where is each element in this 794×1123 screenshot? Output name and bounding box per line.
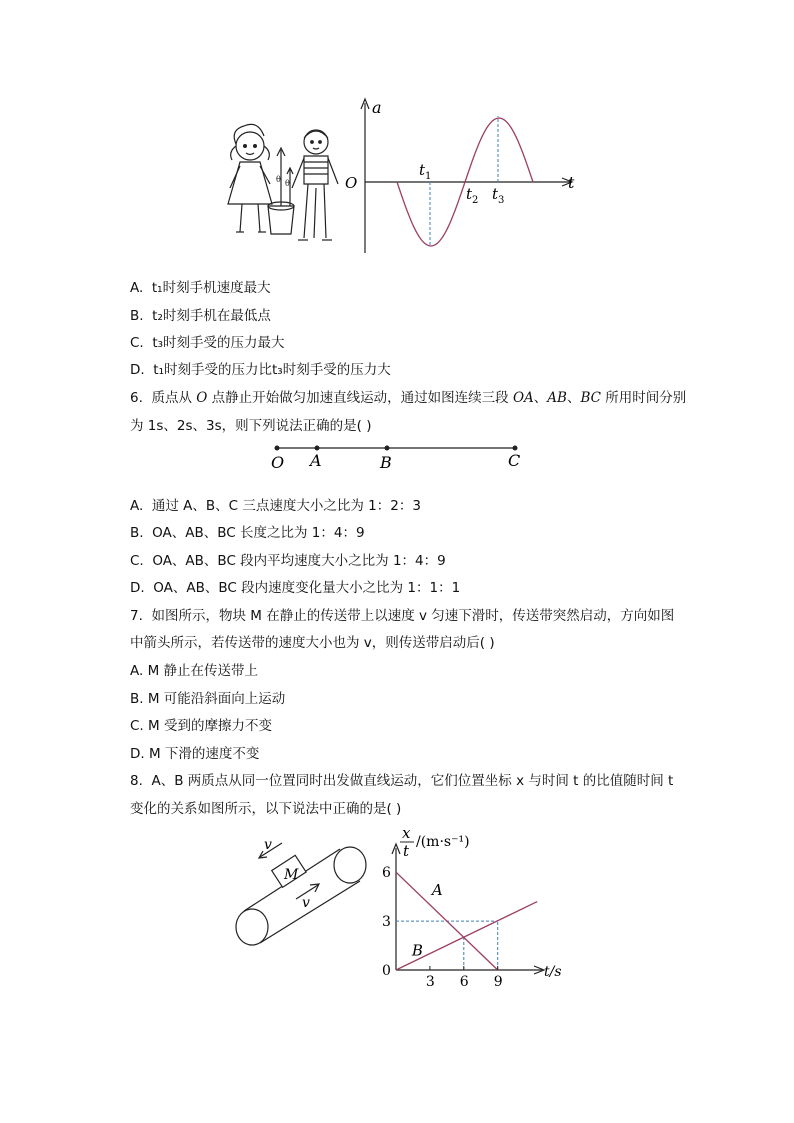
- point-c: [513, 446, 518, 451]
- q6-stem-line1: 6. 质点从 O 点静止开始做匀加速直线运动，通过如图连续三段 OA、AB、BC 所用时间分别: [130, 390, 687, 406]
- q6-stem-line2: 为 1s、2s、3s，则下列说法正确的是( ): [130, 418, 372, 434]
- figure-a-t-graph: [340, 95, 590, 255]
- xlabel: t/s: [544, 964, 562, 980]
- point-o: [275, 446, 280, 451]
- y-tick-label-3: 3: [382, 914, 391, 931]
- label-b: B: [380, 453, 392, 472]
- q8-stem-line2: 变化的关系如图所示，以下说法中正确的是( ): [130, 801, 402, 817]
- q7-stem-line1: 7. 如图所示，物块 M 在静止的传送带上以速度 v 匀速下滑时，传送带突然启动，方向如图: [130, 608, 675, 624]
- series-line-B: [396, 902, 537, 970]
- q6-option-c: C. OA、AB、BC 段内平均速度大小之比为 1：4：9: [130, 553, 446, 569]
- q7-option-b: B. M 可能沿斜面向上运动: [130, 691, 286, 707]
- q5-option-a: A. t₁时刻手机速度最大: [130, 280, 271, 296]
- q7-option-d: D. M 下滑的速度不变: [130, 746, 260, 762]
- x-tick-label-9: 9: [493, 974, 503, 990]
- label-a: A: [310, 451, 322, 470]
- svg-text:θ: θ: [285, 179, 290, 188]
- point-a: [315, 446, 320, 451]
- x-tick-label-6: 6: [459, 974, 469, 990]
- q7-option-a: A. M 静止在传送带上: [130, 663, 259, 679]
- ylabel-unit: /(m·s⁻¹): [416, 834, 470, 850]
- ylabel-denominator: t: [403, 842, 410, 860]
- tick-t2: $t_2$: [466, 185, 479, 206]
- q6-segment-figure: [265, 440, 535, 474]
- boy-drawing: [292, 130, 338, 240]
- q5-option-c: C. t₃时刻手受的压力最大: [130, 335, 285, 351]
- v-label-top: v: [264, 837, 272, 853]
- q6-option-b: B. OA、AB、BC 长度之比为 1：4：9: [130, 525, 365, 541]
- q7-stem-line2: 中箭头所示，若传送带的速度大小也为 v，则传送带启动后( ): [130, 635, 495, 651]
- point-b: [385, 446, 390, 451]
- ylabel-numerator: x: [402, 824, 411, 842]
- axis-x-label: t: [568, 173, 575, 192]
- tick-t3: $t_3$: [492, 185, 505, 206]
- girl-drawing: [228, 124, 272, 232]
- label-o: O: [271, 453, 285, 472]
- origin-tick: 0: [382, 963, 391, 979]
- series-label-B: B: [411, 941, 423, 960]
- origin-label: O: [345, 174, 358, 192]
- figure-kids-phone: [218, 120, 353, 250]
- y-tick-label-6: 6: [382, 865, 391, 882]
- series-label-A: A: [431, 881, 443, 900]
- q5-option-b: B. t₂时刻手机在最低点: [130, 308, 271, 324]
- block-label: M: [284, 867, 299, 883]
- svg-text:θ: θ: [276, 175, 281, 184]
- belt-roller-left: [236, 909, 268, 945]
- v-label-belt: v: [302, 895, 310, 911]
- axis-y-label: a: [372, 98, 382, 117]
- label-c: C: [508, 451, 521, 470]
- xt-t-chart: [370, 822, 580, 992]
- conveyor-belt-figure: [230, 835, 390, 955]
- x-tick-label-3: 3: [425, 974, 435, 990]
- tick-t1: $t_1$: [419, 161, 432, 182]
- belt-roller-right: [334, 847, 366, 883]
- bucket-drawing: [268, 148, 294, 234]
- q6-option-d: D. OA、AB、BC 段内速度变化量大小之比为 1：1：1: [130, 580, 461, 596]
- q7-option-c: C. M 受到的摩擦力不变: [130, 718, 272, 734]
- q6-option-a: A. 通过 A、B、C 三点速度大小之比为 1：2：3: [130, 498, 421, 514]
- q5-option-d: D. t₁时刻手受的压力比t₃时刻手受的压力大: [130, 362, 391, 378]
- q8-stem-line1: 8. A、B 两质点从同一位置同时出发做直线运动，它们位置坐标 x 与时间 t 的比值随时间 t: [130, 773, 674, 789]
